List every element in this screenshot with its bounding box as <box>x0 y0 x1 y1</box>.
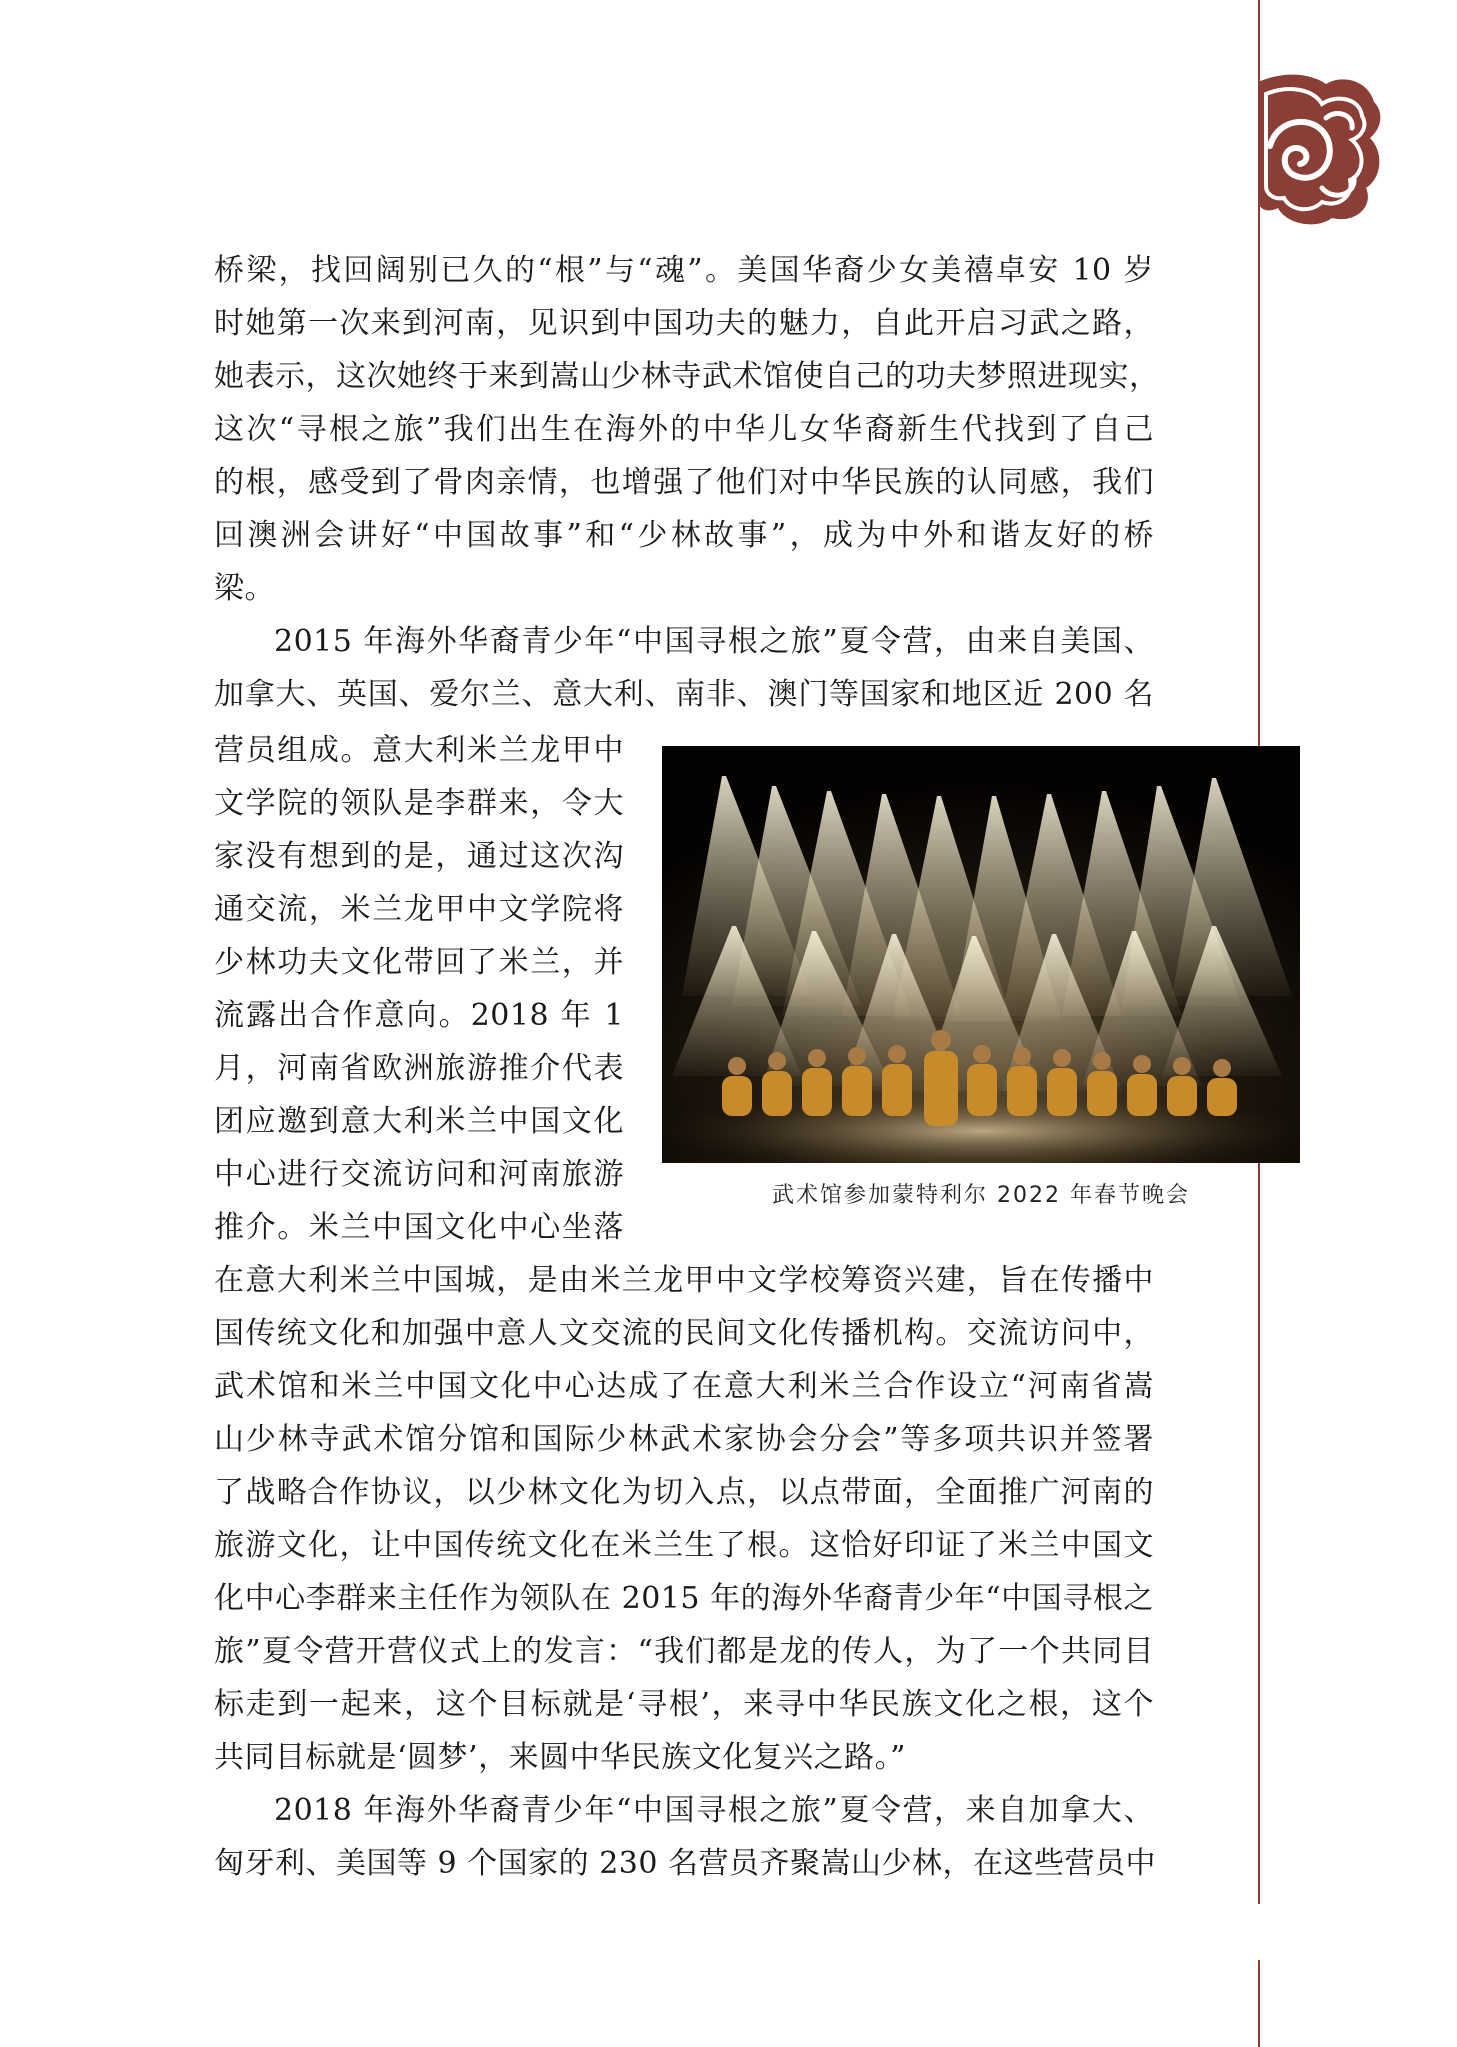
text-line: 通交流，米兰龙甲中文学院将 <box>214 892 624 927</box>
text-line: 推介。米兰中国文化中心坐落 <box>214 1210 624 1245</box>
paragraph-b-wrapped <box>214 724 624 1254</box>
stage-performance-photo <box>662 746 1300 1163</box>
text-line: 她表示，这次她终于来到嵩山少林寺武术馆使自己的功夫梦照进现实， <box>214 359 1160 394</box>
text-line: 旅游文化，让中国传统文化在米兰生了根。这恰好印证了米兰中国文 <box>214 1528 1154 1563</box>
text-line: 流露出合作意向。2018 年 1 <box>214 998 624 1033</box>
text-line: 时她第一次来到河南，见识到中国功夫的魅力，自此开启习武之路， <box>214 306 1154 341</box>
text-line: 匈牙利、美国等 9 个国家的 230 名营员齐聚嵩山少林，在这些营员中 <box>214 1846 1156 1881</box>
text-line: 在意大利米兰中国城，是由米兰龙甲中文学校筹资兴建，旨在传播中 <box>214 1263 1154 1298</box>
text-line: 这次“寻根之旅”我们出生在海外的中华儿女华裔新生代找到了自己 <box>214 412 1154 447</box>
text-line: 的根，感受到了骨肉亲情，也增强了他们对中华民族的认同感，我们 <box>214 465 1154 500</box>
text-line: 文学院的领队是李群来，令大 <box>214 786 624 821</box>
cloud-scroll-icon <box>1256 68 1384 226</box>
text-line: 营员组成。意大利米兰龙甲中 <box>214 733 624 768</box>
text-line: 加拿大、英国、爱尔兰、意大利、南非、澳门等国家和地区近 200 名 <box>214 677 1154 712</box>
text-line: 梁。 <box>214 571 275 606</box>
text-line: 标走到一起来，这个目标就是‘寻根’，来寻中华民族文化之根，这个 <box>214 1687 1154 1722</box>
text-line: 化中心李群来主任作为领队在 2015 年的海外华裔青少年“中国寻根之 <box>214 1581 1154 1616</box>
text-line: 共同目标就是‘圆梦’，来圆中华民族文化复兴之路。” <box>214 1740 906 1775</box>
text-line: 2015 年海外华裔青少年“中国寻根之旅”夏令营，由来自美国、 <box>274 624 1154 659</box>
margin-rule-bottom <box>1258 1960 1260 2047</box>
text-line: 桥梁，找回阔别已久的“根”与“魂”。美国华裔少女美禧卓安 10 岁 <box>214 253 1154 288</box>
photo-caption: 武术馆参加蒙特利尔 2022 年春节晚会 <box>772 1183 1190 1208</box>
text-line: 了战略合作协议，以少林文化为切入点，以点带面，全面推广河南的 <box>214 1475 1154 1510</box>
text-line: 家没有想到的是，通过这次沟 <box>214 839 624 874</box>
text-line: 武术馆和米兰中国文化中心达成了在意大利米兰合作设立“河南省嵩 <box>214 1369 1154 1404</box>
text-line: 月，河南省欧洲旅游推介代表 <box>214 1051 624 1086</box>
text-line: 旅”夏令营开营仪式上的发言：“我们都是龙的传人，为了一个共同目 <box>214 1634 1154 1669</box>
stage-light-illustration <box>662 746 1300 1163</box>
text-line: 回澳洲会讲好“中国故事”和“少林故事”，成为中外和谐友好的桥 <box>214 518 1154 553</box>
text-line: 2018 年海外华裔青少年“中国寻根之旅”夏令营，来自加拿大、 <box>274 1793 1154 1828</box>
text-line: 中心进行交流访问和河南旅游 <box>214 1157 624 1192</box>
paragraph-a <box>214 244 1160 721</box>
text-line: 少林功夫文化带回了米兰，并 <box>214 945 624 980</box>
paragraph-b-continued <box>214 1254 1154 1890</box>
text-line: 团应邀到意大利米兰中国文化 <box>214 1104 624 1139</box>
text-line: 国传统文化和加强中意人文交流的民间文化传播机构。交流访问中， <box>214 1316 1154 1351</box>
text-line: 山少林寺武术馆分馆和国际少林武术家协会分会”等多项共识并签署 <box>214 1422 1154 1457</box>
